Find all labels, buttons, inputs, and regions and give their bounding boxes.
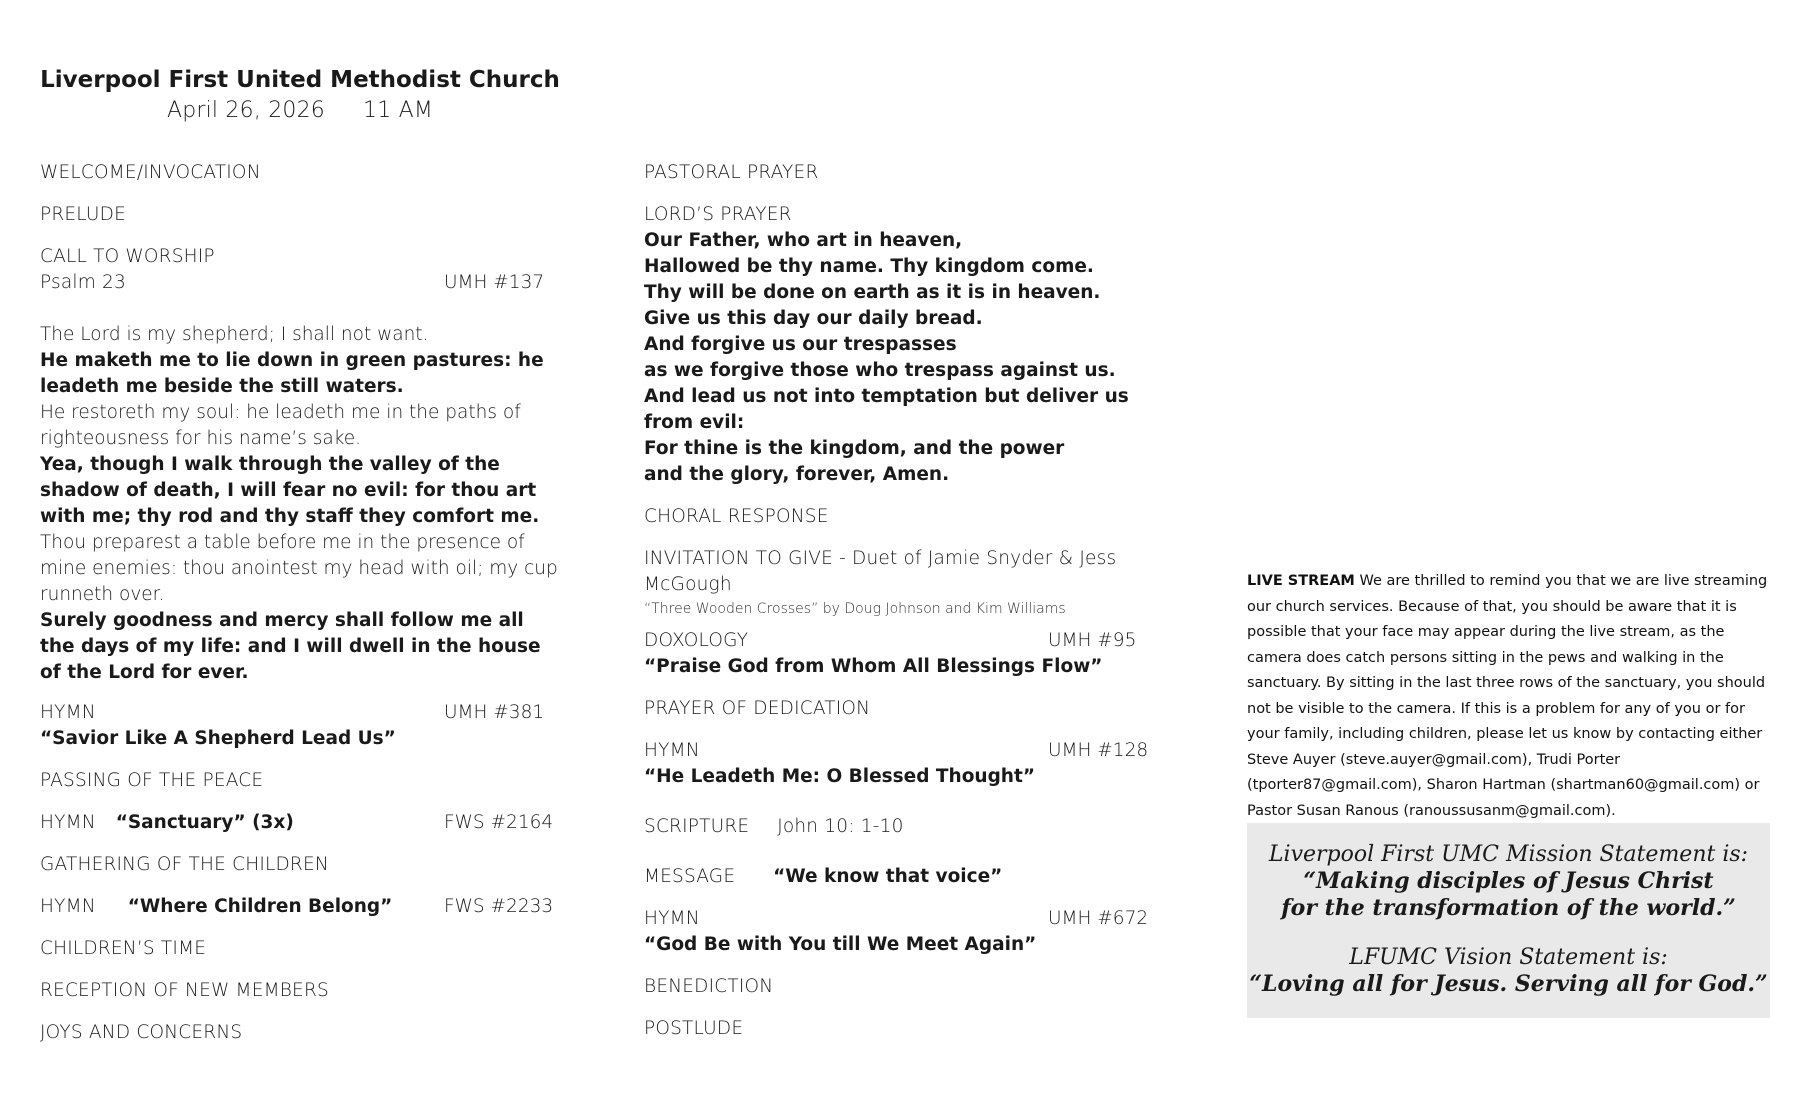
hymn-4-title: “He Leadeth Me: O Blessed Thought” [644,766,1035,787]
hymn-5-number: UMH #672 [1048,908,1149,929]
offertory-song-credit: “Three Wooden Crosses” by Doug Johnson and Kim Williams [644,601,1066,617]
invitation-to-give: INVITATION TO GIVE - Duet of Jamie Snyder & Jess McGough [644,548,1117,595]
hymn-1-title: “Savior Like A Shepherd Lead Us” [40,728,396,749]
vision-heading: LFUMC Vision Statement is: [1349,945,1668,970]
order-of-worship-right [644,160,1184,1042]
bulletin-header [40,64,560,126]
live-stream-text: We are thrilled to remind you that we are live streaming our church services. Because of that, you should be aware that it is possible that your face may appear during the live stream, as the camera does catch persons sitting in the pews and walking in the sanctuary. By sitting in the last three rows of the sanctuary, you should not be visible to the camera. If this is a problem for any of you or for your family, including children, please let us know by contacting either Steve Auyer (steve.auyer@gmail.com), Trudi Porter (tporter87@gmail.com), Sharon Hartman (shartman60@gmail.com) or Pastor Susan Ranous (ranoussusanm@gmail.com). [1247,573,1768,819]
hymn-label: HYMN [40,896,96,917]
prayer-line: and the glory, forever, Amen. [644,464,950,485]
service-time: 11 AM [363,98,434,123]
vision-statement: “Loving all for Jesus. Serving all for God.” [1249,971,1768,997]
hymn-2-title: “Sanctuary” (3x) [115,812,294,833]
psalm-hymnal-number: UMH #137 [444,272,545,293]
hymn-label: HYMN [40,702,96,723]
psalm-reference-row [40,270,560,296]
prelude: PRELUDE [40,204,126,225]
psalm-line: Yea, though I walk through the valley of the shadow of death, I will fear no evil: for thou art with me; thy rod and thy staff they comfort me. [40,454,540,527]
scripture-label: SCRIPTURE [644,816,750,837]
message-row [644,864,1184,890]
prayer-line: Our Father, who art in heaven, [644,230,963,251]
psalm-reference: Psalm 23 [40,272,126,293]
mission-heading: Liverpool First UMC Mission Statement is: [1268,842,1749,867]
doxology-number: UMH #95 [1048,630,1137,651]
passing-of-the-peace: PASSING OF THE PEACE [40,770,264,791]
service-datetime [40,96,560,126]
prayer-line: Give us this day our daily bread. [644,308,983,329]
psalm-line: Thou preparest a table before me in the presence of mine enemies: thou anointest my head with oil; my cup runneth over. [40,532,558,605]
hymn-3-row [40,894,560,920]
lords-prayer-heading: LORD’S PRAYER [644,204,792,225]
prayer-line: Hallowed be thy name. Thy kingdom come. [644,256,1094,277]
doxology-row [644,628,1184,654]
hymn-1-number: UMH #381 [444,702,545,723]
message-label: MESSAGE [644,866,736,887]
psalm-line: Surely goodness and mercy shall follow me all the days of my life: and I will dwell in the house of the Lord for ever. [40,610,541,683]
hymn-3-number: FWS #2233 [444,896,554,917]
church-name: Liverpool First United Methodist Church [40,67,560,93]
joys-and-concerns: JOYS AND CONCERNS [40,1022,243,1043]
doxology-title: “Praise God from Whom All Blessings Flow” [644,656,1103,677]
scripture-reference: John 10: 1-10 [777,816,904,837]
reception-of-new-members: RECEPTION OF NEW MEMBERS [40,980,329,1001]
lords-prayer-text [644,228,1184,488]
benediction: BENEDICTION [644,976,774,997]
call-to-worship: CALL TO WORSHIP [40,246,215,267]
scripture-row [644,814,1184,840]
psalm-line: He restoreth my soul: he leadeth me in the paths of righteousness for his name’s sake. [40,402,521,449]
order-of-worship-left [40,160,560,1046]
prayer-line: For thine is the kingdom, and the power [644,438,1065,459]
live-stream-notice [1247,569,1772,824]
postlude: POSTLUDE [644,1018,744,1039]
gathering-of-the-children: GATHERING OF THE CHILDREN [40,854,329,875]
hymn-4-row [644,738,1184,764]
hymn-5-title: “God Be with You till We Meet Again” [644,934,1037,955]
pastoral-prayer: PASTORAL PRAYER [644,162,819,183]
prayer-line: And forgive us our trespasses [644,334,957,355]
hymn-3-title: “Where Children Belong” [127,896,393,917]
doxology-label: DOXOLOGY [644,630,749,651]
welcome-invocation: WELCOME/INVOCATION [40,162,261,183]
prayer-line: as we forgive those who trespass against us. [644,360,1116,381]
hymn-2-row [40,810,560,836]
hymn-5-row [644,906,1184,932]
hymn-2-number: FWS #2164 [444,812,554,833]
hymn-label: HYMN [40,812,96,833]
prayer-of-dedication: PRAYER OF DEDICATION [644,698,871,719]
hymn-label: HYMN [644,908,700,929]
service-date: April 26, 2026 [166,98,325,123]
hymn-label: HYMN [644,740,700,761]
childrens-time: CHILDREN’S TIME [40,938,207,959]
mission-vision-box [1247,823,1770,1018]
live-stream-heading: LIVE STREAM [1247,573,1355,589]
prayer-line: Thy will be done on earth as it is in heaven. [644,282,1101,303]
mission-statement-line: “Making disciples of Jesus Christ [1303,868,1714,894]
psalm-line: The Lord is my shepherd; I shall not want. [40,324,429,345]
hymn-4-number: UMH #128 [1048,740,1149,761]
hymn-1-row [40,700,560,726]
prayer-line: And lead us not into temptation but deliver us from evil: [644,386,1129,433]
psalm-23-text [40,322,560,686]
mission-statement-line: for the transformation of the world.” [1281,895,1736,921]
message-title: “We know that voice” [773,866,1003,887]
psalm-line: He maketh me to lie down in green pastures: he leadeth me beside the still waters. [40,350,544,397]
choral-response: CHORAL RESPONSE [644,506,829,527]
